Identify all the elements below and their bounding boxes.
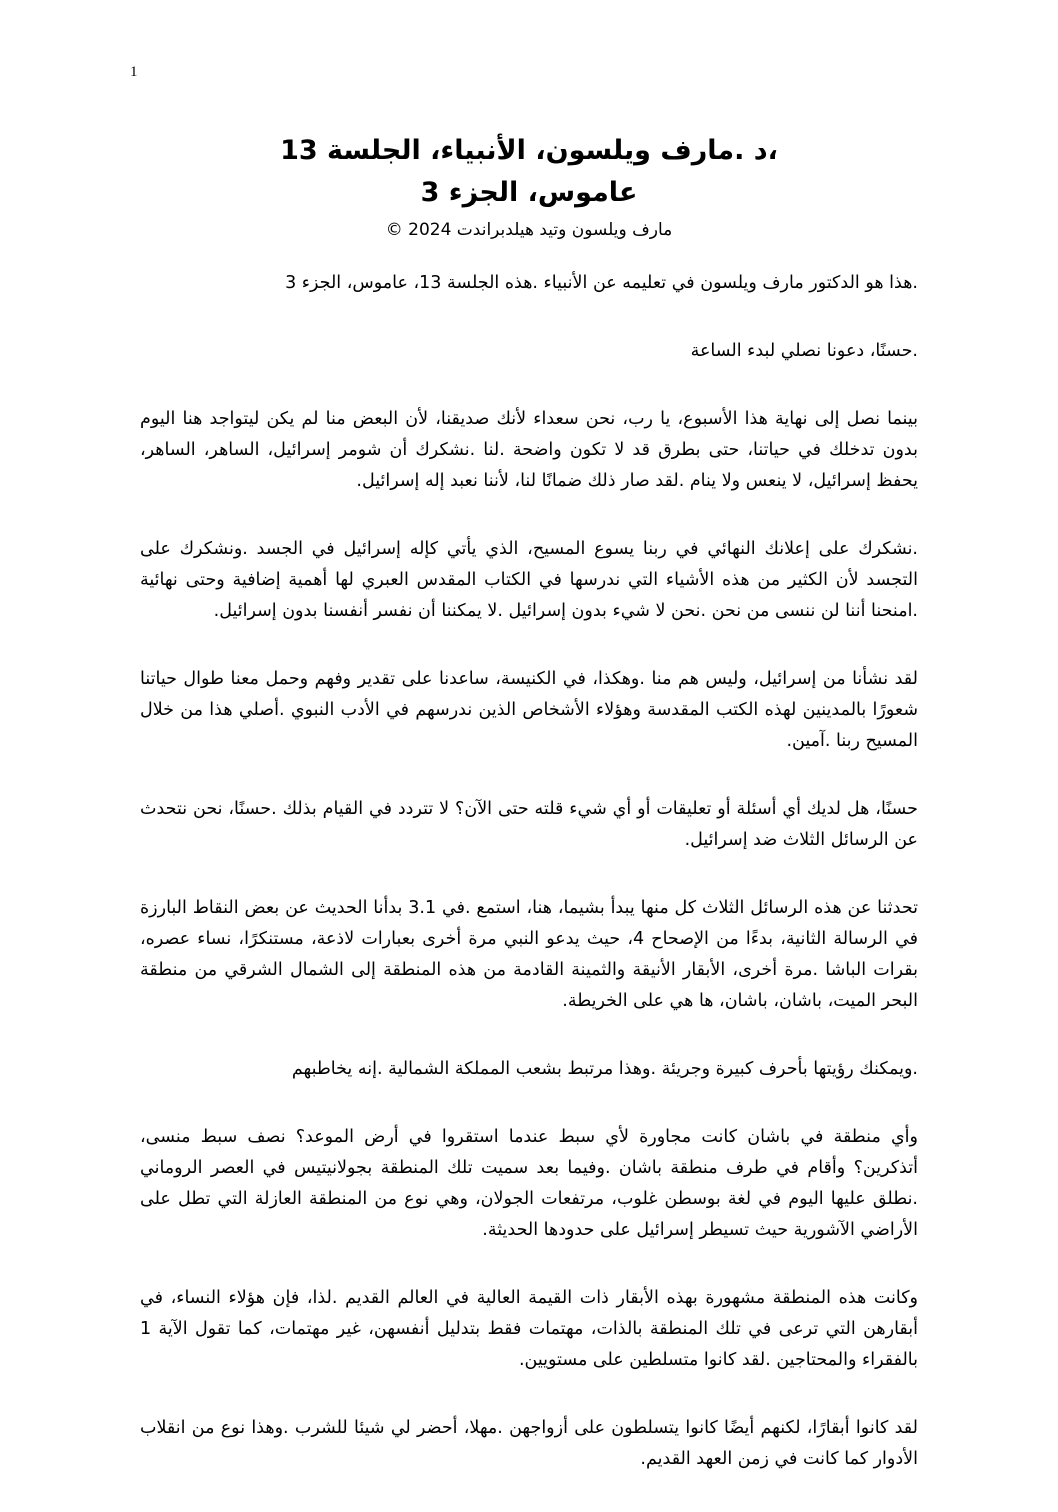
document-header [140,130,918,244]
paragraph-intro: .هذا هو الدكتور مارف ويلسون في تعليمه عن الأنبياء .هذه الجلسة 13، عاموس، الجزء 3 [285,273,918,293]
paragraph: تحدثنا عن هذه الرسائل الثلاث كل منها يبدأ بشيما، هنا، استمع .في 3.1 بدأنا الحديث عن بعض النقاط البارزة في الرسالة الثانية، بدءًا من الإصحاح 4، حيث يدعو النبي مرة أخرى بعبارات لاذعة، مستنكرًا، نساء عصره، بقرات الباشا .مرة أخرى، الأبقار الأنيقة والثمينة القادمة من هذه المنطقة إلى الشمال الشرقي من منطقة البحر الميت، باشان، باشان، ها هي على الخريطة. [140,898,919,1011]
paragraph: .نشكرك على إعلانك النهائي في ربنا يسوع المسيح، الذي يأتي كإله إسرائيل في الجسد .ونشكرك على التجسد لأن الكثير من هذه الأشياء التي ندرسها في الكتاب المقدس العبري لها أهمية إضافية وحتى نهائية .امنحنا أننا لن ننسى من نحن .نحن لا شيء بدون إسرائيل .لا يمكننا أن نفسر أنفسنا بدون إسرائيل. [140,539,918,621]
paragraph: لقد كانوا أبقارًا، لكنهم أيضًا كانوا يتسلطون على أزواجهن .مهلا، أحضر لي شيئا للشرب .وهذا نوع من انقلاب الأدوار كما كانت في زمن العهد القديم. [140,1418,918,1469]
paragraph: وأي منطقة في باشان كانت مجاورة لأي سبط عندما استقروا في أرض الموعد؟ نصف سبط منسى، أتذكرين؟ وأقام في طرف منطقة باشان .وفيما بعد سميت تلك المنطقة بجولانيتيس في العصر الروماني .نطلق عليها اليوم في لغة بوسطن غلوب، مرتفعات الجولان، وهي نوع من المنطقة العازلة التي تطل على الأراضي الآشورية حيث تسيطر إسرائيل على حدودها الحديثة. [140,1127,918,1240]
paragraph: لقد نشأنا من إسرائيل، وليس هم منا .وهكذا، في الكنيسة، ساعدنا على تقدير وفهم وحمل معنا طوال حياتنا شعورًا بالمدينين لهذه الكتب المقدسة وهؤلاء الأشخاص الذين ندرسهم في الأدب النبوي .أصلي هذا من خلال المسيح ربنا .آمين. [140,669,918,751]
paragraph: .ويمكنك رؤيتها بأحرف كبيرة وجريئة .وهذا مرتبط بشعب المملكة الشمالية .إنه يخاطبهم [291,1059,918,1079]
paragraph: حسنًا، هل لديك أي أسئلة أو تعليقات أو أي شيء قلته حتى الآن؟ لا تتردد في القيام بذلك .حسنًا، نحن نتحدث عن الرسائل الثلاث ضد إسرائيل. [140,799,918,850]
paragraph-prayer-start: .حسنًا، دعونا نصلي لبدء الساعة [690,341,918,361]
paragraph: وكانت هذه المنطقة مشهورة بهذه الأبقار ذات القيمة العالية في العالم القديم .لذا، فإن هؤلاء النساء، في أبقارهن التي ترعى في تلك المنطقة بالذات، مهتمات فقط بتدليل أنفسهن، غير مهتمات، كما تقول الآية 1 بالفقراء والمحتاجين .لقد كانوا متسلطين على مستويين. [140,1288,918,1370]
paragraph: بينما نصل إلى نهاية هذا الأسبوع، يا رب، نحن سعداء لأنك صديقنا، لأن البعض منا لم يكن ليتواجد هنا اليوم بدون تدخلك في حياتنا، حتى بطرق قد لا تكون واضحة .لنا .نشكرك أن شومر إسرائيل، الساهر، الساهر، يحفظ إسرائيل، لا ينعس ولا ينام .لقد صار ذلك ضمانًا لنا، لأننا نعبد إله إسرائيل. [140,409,918,491]
copyright-line: مارف ويلسون وتيد هيلدبراندت 2024 © [385,220,673,240]
page-number: 1 [130,64,138,80]
document-subtitle: عاموس، الجزء 3 [420,177,638,208]
document-title: ،د .مارف ويلسون، الأنبياء، الجلسة 13 [280,135,778,166]
document-body [140,268,918,1512]
